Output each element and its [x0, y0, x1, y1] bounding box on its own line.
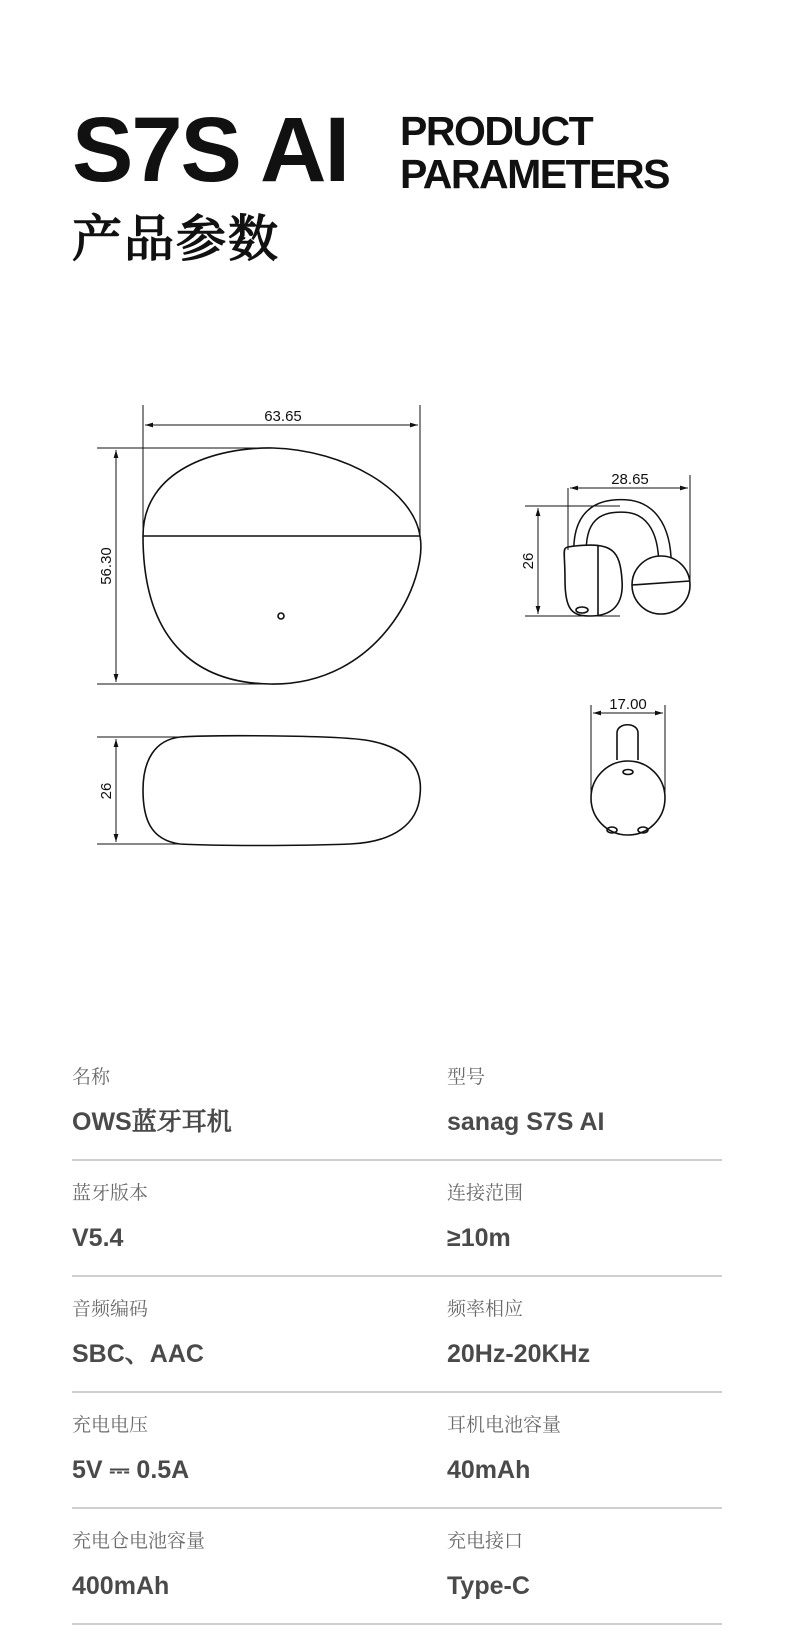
model-title: S7S AI: [72, 99, 349, 201]
case-height-label: 56.30: [98, 547, 115, 585]
spec-label: 充电仓电池容量: [72, 1531, 206, 1552]
spec-value: 5V ⎓ 0.5A: [72, 1456, 190, 1484]
heading-line-2: PARAMETERS: [400, 151, 669, 198]
spec-cell: [72, 1161, 397, 1275]
spec-label: 音频编码: [72, 1299, 149, 1320]
earbud-front-body: [591, 761, 665, 835]
earbud-width-label: 28.65: [611, 471, 649, 488]
spec-label: 连接范围: [447, 1183, 524, 1204]
spec-label: 名称: [72, 1067, 111, 1088]
spec-value: Type-C: [447, 1572, 530, 1600]
spec-cell: [397, 1277, 722, 1391]
spec-label: 耳机电池容量: [447, 1415, 562, 1436]
heading-line-1: PRODUCT: [400, 108, 593, 154]
spec-label: 蓝牙版本: [72, 1183, 149, 1204]
spec-row: [72, 1161, 722, 1277]
spec-value: ≥10m: [447, 1224, 511, 1252]
case-indicator-dot: [278, 613, 284, 619]
case-depth-label: 26: [98, 782, 115, 800]
spec-row: [72, 1509, 722, 1625]
case-side-outline: [143, 736, 420, 846]
dimension-drawing: [0, 400, 790, 920]
spec-cell: [72, 1393, 397, 1507]
spec-cell: [397, 1509, 722, 1623]
spec-table: [72, 1045, 722, 1625]
spec-cell: [72, 1045, 397, 1159]
spec-value: 20Hz-20KHz: [447, 1340, 591, 1368]
spec-value: SBC、AAC: [72, 1340, 204, 1368]
spec-value: OWS蓝牙耳机: [72, 1108, 232, 1136]
earbud-body-left: [564, 545, 622, 616]
spec-cell: [72, 1509, 397, 1623]
spec-value: 40mAh: [447, 1456, 531, 1484]
spec-value: sanag S7S AI: [447, 1108, 605, 1136]
spec-label: 充电电压: [72, 1415, 149, 1436]
spec-value: 400mAh: [72, 1572, 170, 1600]
spec-row: [72, 1045, 722, 1161]
spec-label: 型号: [447, 1067, 486, 1088]
spec-cell: [397, 1393, 722, 1507]
spec-cell: [397, 1161, 722, 1275]
spec-row: [72, 1393, 722, 1509]
spec-cell: [397, 1045, 722, 1159]
spec-label: 频率相应: [447, 1299, 524, 1320]
chinese-heading: 产品参数: [72, 211, 280, 267]
product-parameters-heading: [400, 110, 669, 196]
dimension-drawing-svg: [0, 400, 790, 920]
case-front-outline: [143, 448, 421, 684]
earbud-depth-label: 17.00: [609, 696, 647, 713]
spec-label: 充电接口: [447, 1531, 524, 1552]
earbud-front-stem: [617, 725, 638, 760]
spec-row: [72, 1277, 722, 1393]
earbud-height-label: 26: [520, 552, 537, 570]
spec-cell: [72, 1277, 397, 1391]
spec-value: V5.4: [72, 1224, 124, 1252]
case-width-label: 63.65: [264, 408, 302, 425]
